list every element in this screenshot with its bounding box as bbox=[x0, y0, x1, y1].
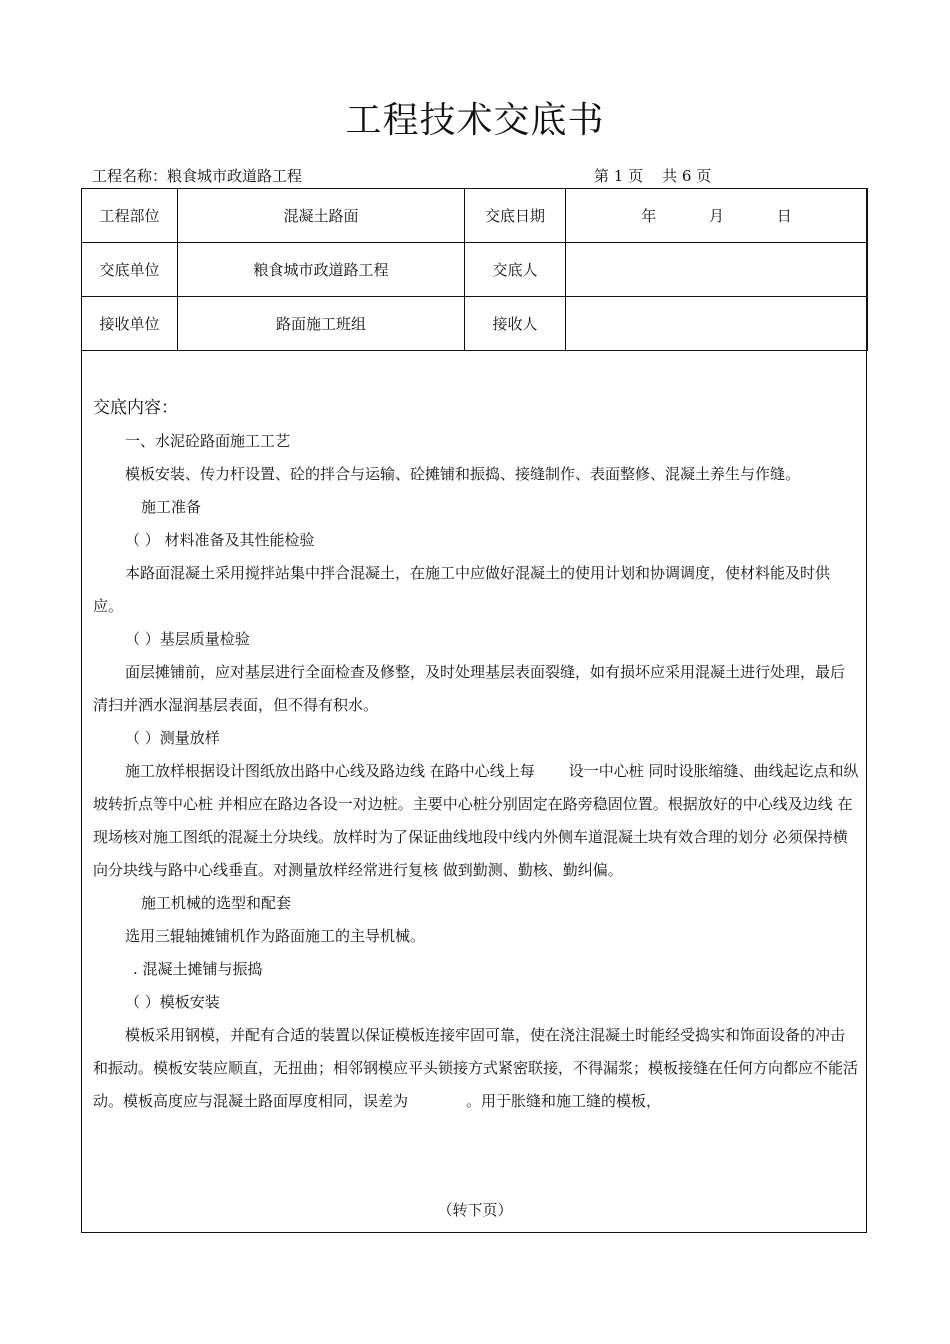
text-run: 设一中心桩 同时设胀缩缝、曲线起讫点和纵坡转折点等中心桩 并相应在路边各设一对边桩。主要中心桩分别固定在路旁稳固位置。根据放好的中心线及边线 在现场核对施工图纸的混凝土分块线。放样时为了保证曲线地段中线内外侧车道混凝土块有效合理的划分 必须保持横向分块线与路中心线垂直。对测量放样经常进行复核 做到勤测、勤核、勤纠偏。 bbox=[93, 762, 859, 879]
date-year: 年 bbox=[641, 207, 657, 225]
subheading: . 混凝土摊铺与振捣 bbox=[133, 960, 263, 978]
table-row bbox=[82, 297, 868, 351]
document-title: 工程技术交底书 bbox=[345, 100, 605, 141]
cell-label-issuer-person: 交底人 bbox=[465, 243, 566, 297]
paragraph bbox=[93, 1019, 859, 1118]
table-row bbox=[82, 189, 868, 243]
subheading: （ ）基层质量检验 bbox=[125, 630, 250, 648]
content-body bbox=[93, 392, 859, 1118]
text-run: 模板采用钢模，并配有合适的装置以保证模板连接牢固可靠，使在浇注混凝土时能经受捣实和饰面设备的冲击和振动。模板安装应顺直，无扭曲；相邻钢模应平头锁接方式紧密联接，不得漏浆；模板接缝在任何方向都应不能活动。模板高度应与混凝土路面厚度相同，误差为 bbox=[93, 1026, 859, 1110]
cell-label-issuer: 交底单位 bbox=[82, 243, 178, 297]
table-row bbox=[82, 243, 868, 297]
content-heading: 交底内容： bbox=[93, 398, 178, 418]
paragraph: 本路面混凝土采用搅拌站集中拌合混凝土，在施工中应做好混凝土的使用计划和协调调度，使材料能及时供应。 bbox=[93, 564, 831, 615]
cell-value-receiver-person bbox=[566, 297, 868, 351]
cell-value-issuer-person bbox=[566, 243, 868, 297]
header-table bbox=[81, 188, 868, 351]
subheading: 施工机械的选型和配套 bbox=[141, 894, 292, 912]
date-day: 日 bbox=[776, 207, 792, 225]
cell-value-part: 混凝土路面 bbox=[178, 189, 465, 243]
paragraph: 面层摊铺前，应对基层进行全面检查及修整，及时处理基层表面裂缝，如有损坏应采用混凝土进行处理，最后清扫并洒水湿润基层表面，但不得有积水。 bbox=[93, 663, 846, 714]
text-run: 。用于胀缝和施工缝的模板， bbox=[466, 1092, 662, 1110]
cell-value-date bbox=[566, 189, 868, 243]
page-info: 第 1 页 共 6 页 bbox=[594, 167, 712, 185]
section-heading: 一、水泥砼路面施工工艺 bbox=[125, 432, 291, 450]
subheading: 施工准备 bbox=[141, 498, 202, 516]
cell-label-part: 工程部位 bbox=[82, 189, 178, 243]
cell-value-issuer: 粮食城市政道路工程 bbox=[178, 243, 465, 297]
cell-value-receiver: 路面施工班组 bbox=[178, 297, 465, 351]
paragraph: 选用三辊轴摊铺机作为路面施工的主导机械。 bbox=[125, 927, 426, 945]
cell-label-receiver-person: 接收人 bbox=[465, 297, 566, 351]
subheading: （ ）模板安装 bbox=[125, 993, 220, 1011]
paragraph bbox=[93, 755, 859, 887]
project-name: 工程名称：粮食城市政道路工程 bbox=[92, 167, 303, 185]
cell-label-receiver: 接收单位 bbox=[82, 297, 178, 351]
paragraph: 模板安装、传力杆设置、砼的拌合与运输、砼摊铺和振捣、接缝制作、表面整修、混凝土养生与作缝。 bbox=[125, 465, 801, 483]
text-run: 施工放样根据设计图纸放出路中心线及路边线 在路中心线上每 bbox=[125, 762, 535, 780]
date-month: 月 bbox=[708, 207, 724, 225]
continue-note: （转下页） bbox=[437, 1201, 513, 1219]
cell-label-date: 交底日期 bbox=[465, 189, 566, 243]
subheading: （ ）测量放样 bbox=[125, 729, 220, 747]
subheading: （ ） 材料准备及其性能检验 bbox=[125, 531, 315, 549]
